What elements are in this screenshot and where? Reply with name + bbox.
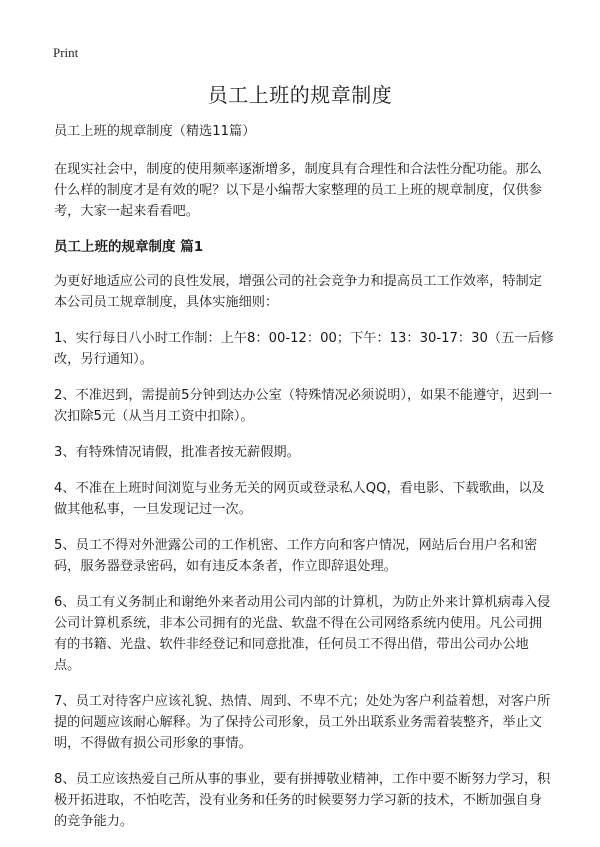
section-intro-paragraph: 为更好地适应公司的良性发展，增强公司的社会竞争力和提高员工工作效率，特制定本公司员工规章制度，具体实施细则： [54, 274, 542, 310]
article-subtitle: 员工上班的规章制度（精选11篇） [54, 124, 256, 139]
rule-paragraph-8: 8、员工应该热爱自己所从事的事业，要有拼搏敬业精神，工作中要不断努力学习，积极开拓进取，不怕吃苦，没有业务和任务的时候要努力学习新的技术，不断加强自身的竞争能力。 [54, 772, 551, 829]
print-link[interactable]: Print [53, 45, 79, 60]
rule-paragraph-7: 7、员工对待客户应该礼貌、热情、周到、不卑不亢；处处为客户利益着想，对客户所提的问题应该耐心解释。为了保持公司形象，员工外出联系业务需着装整齐，举止文明，不得做有损公司形象的事情。 [54, 694, 551, 751]
rule-paragraph-2: 2、不准迟到，需提前5分钟到达办公室（特殊情况必须说明），如果不能遵守，迟到一次扣除5元（从当月工资中扣除）。 [54, 388, 553, 424]
page-title: 员工上班的规章制度 [207, 83, 393, 107]
rule-paragraph-5: 5、员工不得对外泄露公司的工作机密、工作方向和客户情况，网站后台用户名和密码，服务器登录密码，如有违反本条者，作立即辞退处理。 [54, 538, 538, 574]
article-body [54, 121, 554, 847]
rule-paragraph-4: 4、不准在上班时间浏览与业务无关的网页或登录私人QQ，看电影、下载歌曲，以及做其他私事，一旦发现记过一次。 [54, 481, 545, 517]
rule-paragraph-1: 1、实行每日八小时工作制：上午8：00-12：00；下午：13：30-17：30（五一后修改，另行通知）。 [54, 331, 554, 367]
intro-paragraph: 在现实社会中，制度的使用频率逐渐增多，制度具有合理性和合法性分配功能。那么什么样的制度才是有效的呢？以下是小编帮大家整理的员工上班的规章制度，仅供参考，大家一起来看看吧。 [54, 162, 542, 219]
section-heading: 员工上班的规章制度 篇1 [54, 239, 204, 255]
rule-paragraph-3: 3、有特殊情况请假，批准者按无薪假期。 [54, 445, 300, 460]
rule-paragraph-6: 6、员工有义务制止和谢绝外来者动用公司内部的计算机，为防止外来计算机病毒入侵公司计算机系统，非本公司拥有的光盘、软盘不得在公司网络系统内使用。凡公司拥有的书籍、光盘、软件非经登记和同意批准，任何员工不得出借，带出公司办公地点。 [54, 595, 551, 673]
